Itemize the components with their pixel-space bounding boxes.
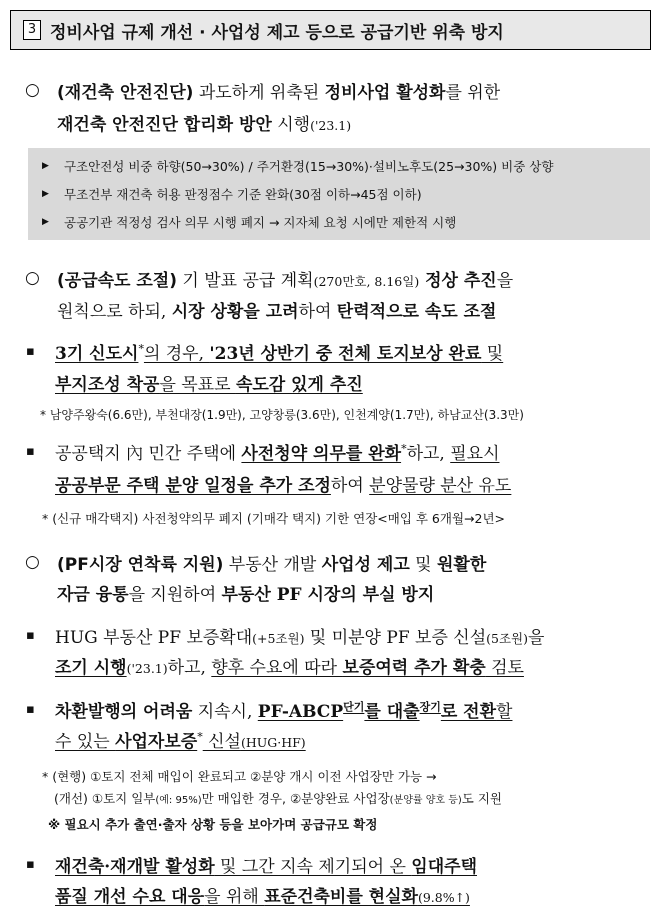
- circle-bullet-icon: ○: [25, 268, 40, 288]
- text: 분양물량 분산 유도: [369, 476, 512, 496]
- text: 기 발표 공급 계획: [177, 271, 314, 291]
- text: 의 경우,: [143, 344, 210, 364]
- text: 향후 수요에 따라: [211, 658, 343, 678]
- text: 하고,: [167, 658, 212, 678]
- text: (HUG·HF): [240, 735, 306, 750]
- text: 을: [527, 628, 545, 648]
- footnote: [54, 789, 502, 807]
- circle-bullet-icon: ○: [25, 552, 40, 572]
- emphasis-text: 표준건축비를 현실화: [264, 887, 418, 907]
- text: 만 매입한 경우, ②분양완료 사업장: [201, 791, 390, 806]
- triangle-bullet-icon: ▶: [42, 217, 49, 227]
- paragraph-line: [55, 370, 363, 395]
- emphasis-text: 조기 시행: [55, 658, 127, 678]
- text: 시행: [271, 115, 311, 135]
- reference-note: ※ 필요시 추가 출연·출자 상황 등을 보아가며 공급규모 확정: [48, 817, 378, 832]
- detail-box: [28, 148, 650, 240]
- emphasis-text: 로 전환: [440, 702, 497, 722]
- emphasis-text: PF-ABCP: [257, 702, 344, 722]
- footnote-mark: *: [138, 342, 144, 356]
- text: 도 지원: [461, 791, 502, 806]
- detail-item: 공공기관 적정성 검사 의무 시행 폐지 → 지자체 요청 시에만 제한적 시행: [64, 215, 457, 230]
- text: 및 그간 지속 제기되어 온: [214, 857, 412, 877]
- square-bullet-icon: ▪: [26, 857, 35, 872]
- text: 을: [496, 271, 514, 291]
- circle-bullet-icon: ○: [25, 80, 40, 100]
- emphasis-text: 3기 신도시: [55, 344, 139, 364]
- detail-item: 무조건부 재건축 허용 판정점수 기준 완화(30점 이하→45점 이하): [64, 187, 422, 202]
- paragraph-line: [55, 623, 544, 648]
- square-bullet-icon: ▪: [26, 628, 35, 643]
- triangle-bullet-icon: ▶: [42, 161, 49, 171]
- text: 하고,: [406, 444, 451, 464]
- paragraph-line: [55, 471, 511, 496]
- paragraph-line: [55, 339, 503, 364]
- text: 수 있는: [55, 732, 116, 752]
- emphasis-text: 품질 개선 수요 대응: [55, 887, 205, 907]
- heading-text: (공급속도 조절): [57, 271, 177, 291]
- text: 을 목표로: [159, 375, 236, 395]
- heading-text: (재건축 안전진단): [57, 83, 194, 103]
- footnote: * (현행) ①토지 전체 매입이 완료되고 ②분양 개시 이전 사업장만 가능 →: [42, 769, 437, 784]
- text: 필요시: [450, 444, 500, 464]
- text: (9.8%↑): [417, 890, 470, 905]
- paragraph-line: [55, 882, 470, 907]
- footnote-mark: *: [197, 730, 203, 744]
- paragraph-line: [57, 110, 351, 135]
- text: (270만호, 8.16일): [313, 274, 420, 289]
- emphasis-text: 부지조성 착공: [55, 375, 160, 395]
- emphasis-text: '23년 상반기 중 전체 토지보상 완료: [209, 344, 482, 364]
- text: 지속시,: [192, 702, 258, 722]
- text: (+5조원): [252, 631, 305, 646]
- text: 을 지원하여: [128, 585, 222, 605]
- section-title-box: [10, 10, 651, 50]
- paragraph-line: [57, 266, 513, 291]
- text: ('23.1): [310, 118, 352, 133]
- text: 하여: [298, 302, 337, 322]
- emphasis-text: 임대주택: [411, 857, 477, 877]
- text: 공공택지 內 민간 주택에: [55, 444, 242, 464]
- emphasis-text: 정비사업 활성화: [324, 83, 446, 103]
- emphasis-text: 사전청약 의무를 완화: [241, 444, 402, 464]
- emphasis-text: 를 대출: [364, 702, 420, 722]
- paragraph-line: [55, 697, 512, 722]
- emphasis-text: 속도감 있게 추진: [235, 375, 363, 395]
- detail-item: 구조안전성 비중 하향(50→30%) / 주거환경(15→30%)·설비노후도(25→30%) 비중 상향: [64, 159, 554, 174]
- paragraph-line: [57, 78, 500, 103]
- text: 및: [409, 555, 437, 575]
- emphasis-text: 차환발행의 어려움: [55, 702, 193, 722]
- triangle-bullet-icon: ▶: [42, 189, 49, 199]
- text: (5조원): [486, 631, 528, 646]
- text: 하여: [330, 476, 370, 496]
- text: 신설: [202, 732, 241, 752]
- text: 을 위해: [204, 887, 265, 907]
- emphasis-text: 사업자보증: [115, 732, 198, 752]
- section-title: 정비사업 규제 개선 · 사업성 제고 등으로 공급기반 위축 방지: [50, 22, 504, 43]
- text: 부동산 개발: [223, 555, 322, 575]
- footnote: * (신규 매각택지) 사전청약의무 폐지 (기매각 택지) 기한 연장<매입 후 6개월→2년>: [42, 511, 505, 526]
- text: ('23.1): [126, 661, 168, 676]
- text: 및 미분양 PF 보증 신설: [304, 628, 487, 648]
- emphasis-text: 시장 상황을 고려: [171, 302, 299, 322]
- paragraph-line: [55, 852, 477, 877]
- superscript: 장기: [419, 700, 441, 714]
- text: 원칙으로 하되,: [57, 302, 172, 322]
- emphasis-text: 사업성 제고: [321, 555, 410, 575]
- text: (개선) ①토지 일부: [54, 791, 156, 806]
- emphasis-text: 자금 융통: [57, 585, 129, 605]
- text: 및: [481, 344, 504, 364]
- footnote-mark: *: [401, 442, 407, 456]
- emphasis-text: 공공부문 주택 분양 일정을 추가 조정: [55, 476, 331, 496]
- text: 검토: [485, 658, 524, 678]
- text: (예: 95%): [155, 795, 202, 806]
- text: HUG 부동산 PF 보증확대: [55, 628, 253, 648]
- text: 할: [496, 702, 513, 722]
- emphasis-text: 정상 추진: [419, 271, 497, 291]
- emphasis-text: 재건축 안전진단 합리화 방안: [57, 115, 272, 135]
- square-bullet-icon: ▪: [26, 702, 35, 717]
- paragraph-line: [55, 653, 524, 678]
- emphasis-text: 원활한: [437, 555, 487, 575]
- emphasis-text: 재건축·재개발 활성화: [55, 857, 215, 877]
- footnote: * 남양주왕숙(6.6만), 부천대장(1.9만), 고양창릉(3.6만), 인천계양(1.7만), 하남교산(3.3만): [40, 408, 524, 422]
- text: 를 위한: [445, 83, 501, 103]
- superscript: 단기: [343, 700, 365, 714]
- text: (분양률 양호 등): [389, 795, 462, 806]
- square-bullet-icon: ▪: [26, 444, 35, 459]
- paragraph-line: [57, 297, 496, 322]
- text: 과도하게 위축된: [193, 83, 325, 103]
- paragraph-line: [57, 580, 434, 605]
- emphasis-text: 보증여력 추가 확충: [342, 658, 486, 678]
- paragraph-line: [55, 439, 500, 464]
- square-bullet-icon: ▪: [26, 344, 35, 359]
- emphasis-text: 부동산 PF 시장의 부실 방지: [221, 585, 435, 605]
- paragraph-line: [57, 550, 486, 575]
- section-number: 3: [23, 20, 41, 40]
- paragraph-line: [55, 727, 306, 752]
- heading-text: (PF시장 연착륙 지원): [57, 555, 224, 575]
- emphasis-text: 탄력적으로 속도 조절: [336, 302, 497, 322]
